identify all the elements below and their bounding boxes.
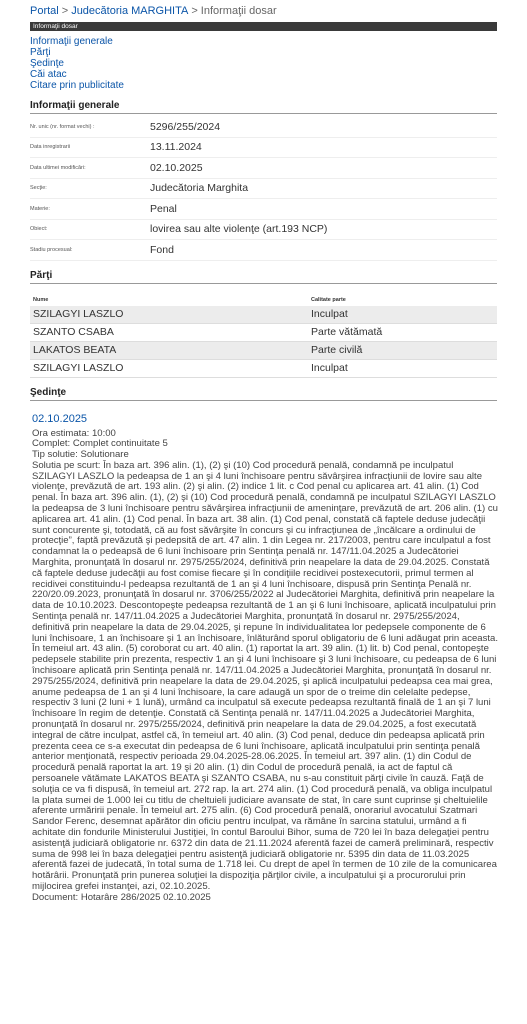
breadcrumb-court-link[interactable]: Judecătoria MARGHITA bbox=[71, 5, 189, 17]
hearing-panel: Complet: Complet continuitate 5 bbox=[32, 438, 168, 450]
breadcrumb-portal-link[interactable]: Portal bbox=[30, 5, 59, 17]
general-info-title: Informaţii generale bbox=[30, 100, 497, 114]
info-value: 13.11.2024 bbox=[150, 141, 202, 154]
party-role: Parte civilă bbox=[311, 344, 363, 356]
party-name: SZILAGYI LASZLO bbox=[33, 362, 124, 374]
quick-links bbox=[30, 36, 497, 91]
table-row bbox=[30, 342, 497, 360]
column-header-nume: Nume bbox=[33, 296, 49, 303]
info-label: Obiect: bbox=[30, 226, 48, 233]
quicklink-informatii-generale[interactable]: Informaţii generale bbox=[30, 36, 113, 47]
table-row bbox=[30, 360, 497, 378]
party-name: SZILAGYI LASZLO bbox=[33, 308, 124, 320]
sedinte-title: Şedinţe bbox=[30, 387, 497, 401]
table-row bbox=[30, 324, 497, 342]
hearing-date: 02.10.2025 bbox=[32, 412, 88, 425]
table-row bbox=[30, 306, 497, 324]
party-name: SZANTO CSABA bbox=[33, 326, 114, 338]
info-label: Secţie: bbox=[30, 185, 47, 192]
info-row bbox=[30, 240, 497, 261]
solution-type: Tip solutie: Solutionare bbox=[32, 449, 129, 461]
column-header-calitate: Calitate parte bbox=[311, 296, 346, 303]
info-row bbox=[30, 199, 497, 220]
info-row bbox=[30, 117, 497, 138]
section-header-bar: Informaţii dosar bbox=[30, 22, 497, 31]
breadcrumb-separator: > bbox=[191, 5, 198, 17]
info-row bbox=[30, 220, 497, 241]
quicklink-cai-atac[interactable]: Căi atac bbox=[30, 69, 67, 80]
hearing-details bbox=[32, 429, 498, 904]
solution-summary: Solutia pe scurt: În baza art. 396 alin. (1), (2) şi (10) Cod procedură penală, condamnă pe inculpatul SZILAGYI LASZLO la pedeapsa de 1 an şi 4 luni închisoare pentru săvârşirea infracţiunii de lovire sau alte violenţe, prevăzută de art. 193 alin. (2) şi alin. (2) indice 1 lit. c Cod penal cu aplicarea art. 41 alin. (1) Cod penal. În baza art. 396 alin. (1), (2) şi (10) Cod procedură penală, condamnă pe inculpatul SZILAGYI LASZLO la pedeapsa de 3 luni închisoare pentru săvârşirea infracţiunii de ameninţare, prevăzută de art. 206 alin. (1) cu aplicarea art. 41 alin. (1) Cod penal. În baza art. 38 alin. (1) Cod penal, constată că faptele deduse judecăţii sunt concurente şi, totodată, că au fost săvârşite în concurs şi cu infracţiunea de „încălcare a ordinului de protecţie”, faptă prevăzută şi pedepsită de art. 47 alin. 1 din Legea nr. 217/2003, pentru care inculpatul a fost condamnat la o pedeapsă de 6 luni închisoare prin Sentinţa penală nr. 147/11.04.2025 a Judecătoriei Marghita, pronunţată în dosarul nr. 2975/255/2024, definitivă prin neapelare la data de 29.04.2025. Constată că faptele deduse judecăţii au fost comise fiecare şi în condiţiile recidivei postexecutorii, primul termen al recidivei constituindu-l pedeapsa rezultantă de 1 an şi 4 luni închisoare, dispusă prin Sentinţa Penală nr. 220/20.09.2023, pronunţată în dosarul nr. 3706/255/2022 al Judecătoriei Marghita, definitivă prin neapelare la data de 10.10.2023. Descontopeşte pedeapsa rezultantă de 1 an şi 6 luni închisoare, aplicată inculpatului prin Sentinţa penală nr. 147/11.04.2025 a Judecătoriei Marghita, pronunţată în dosarul nr. 2975/255/2024, definitivă prin neapelare la data de 29.04.2025, şi repune în individualitatea lor pedepsele componente de 6 luni închisoare, 1 an închisoare şi 1 an închisoare, înlăturând sporul obligatoriu de 6 luni adăugat prin aceasta. În temeiul art. 43 alin. (5) coroborat cu art. 40 alin. (1) raportat la art. 39 alin. (1) lit. b) Cod penal, contopeşte pedepsele stabilite prin prezenta, respectiv 1 an şi 4 luni închisoare şi 3 luni închisoare, cu pedeapsa de 6 luni închisoare aplicată prin Sentinţa penală nr. 147/11.04.2025 a Judecătoriei Marghita, pronunţată în dosarul nr. 2975/255/2024, definitivă prin neapelare la data de 29.04.2025, şi aplică inculpatului pedeapsa cea mai grea, anume pedeapsa de 1 an şi 4 luni închisoare, la care adaugă un spor de o treime din celelalte pedepse, respectiv 3 luni (2 luni + 1 lună), urmând ca inculpatul să execute pedeapsa rezultantă finală de 1 an şi 7 luni închisoare în regim de detenţie. Constată că Sentinţa penală nr. 147/11.04.2025 a Judecătoriei Marghita, pronunţată în dosarul nr. 2975/255/2024, definitivă prin neapelare la data de 29.04.2025, a fost executată integral de către inculpat, astfel că, în temeiul art. 40 alin. (3) Cod penal, deduce din pedeapsa aplicată prin prezenta ceea ce s-a executat din pedeapsa de 6 luni închisoare, aplicată inculpatului prin sentinţa penală anterior menţionată, respectiv perioada 29.04.2025-28.06.2025. În temeiul art. 397 alin. (1) din Codul de procedură penală raportat la art. 19 şi 20 alin. (1) din Codul de procedură penală, ia act de faptul că persoanele vătămate LAKATOS BEATA şi SZANTO CSABA, nu s-au constituit părţi civile în cauză. Faţă de soluţia ce va fi dispusă, în temeiul art. 272 rap. la art. 274 alin. (1) Cod procedură penală, va obliga inculpatul la plata sumei de 1.000 lei cu titlu de cheltuieli judiciare avansate de stat, în care sunt cuprinse şi cheltuielile aferente urmăririi penale. În temeiul art. 275 alin. (6) Cod procedură penală, onorariul avocatului Szatmari Sandor Ferenc, desemnat apărător din oficiu pentru inculpat, va rămâne în sarcina statului, urmând a fi achitate din fondurile Ministerului Justiţiei, în contul Baroului Bihor, suma de 720 lei în baza delegaţiei pentru asistenţă judiciară obligatorie nr. 6372 din data de 21.11.2024 aferentă fazei de cameră preliminară, respectiv suma de 998 lei în baza delegaţiei pentru asistenţă judiciară obligatorie nr. 5395 din data de 11.03.2025 aferentă fazei de judecată, în total suma de 1.718 lei. Cu drept de apel în termen de 10 zile de la comunicarea hotărârii. Pronunţată prin punerea soluţiei la dispoziţia părţilor civile, a inculpatului şi a procurorului prin mijlocirea grefei instanţei, azi, 02.10.2025. bbox=[32, 459, 498, 892]
quicklink-sedinte[interactable]: Şedinţe bbox=[30, 58, 64, 69]
parti-table bbox=[30, 294, 497, 378]
info-value: 5296/255/2024 bbox=[150, 120, 221, 133]
info-label: Stadiu procesual: bbox=[30, 246, 73, 253]
info-value: lovirea sau alte violenţe (art.193 NCP) bbox=[150, 223, 328, 236]
info-label: Materie: bbox=[30, 205, 50, 212]
info-value: Judecătoria Marghita bbox=[150, 182, 249, 195]
breadcrumb bbox=[30, 0, 497, 22]
info-value: Penal bbox=[150, 202, 177, 215]
info-row bbox=[30, 158, 497, 179]
parti-title: Părţi bbox=[30, 270, 497, 284]
party-role: Inculpat bbox=[311, 308, 348, 320]
hearing-document: Document: Hotarâre 286/2025 02.10.2025 bbox=[32, 891, 211, 903]
quicklink-parti[interactable]: Părţi bbox=[30, 47, 51, 58]
parti-table-header bbox=[30, 294, 497, 306]
info-row bbox=[30, 138, 497, 159]
info-value: 02.10.2025 bbox=[150, 161, 203, 174]
quicklink-citare-publicitate[interactable]: Citare prin publicitate bbox=[30, 80, 124, 91]
breadcrumb-current: Informaţii dosar bbox=[200, 5, 277, 17]
party-role: Parte vătămată bbox=[311, 326, 383, 338]
general-info-table bbox=[30, 117, 497, 261]
party-role: Inculpat bbox=[311, 362, 348, 374]
info-value: Fond bbox=[150, 243, 174, 256]
info-row bbox=[30, 179, 497, 200]
info-label: Nr. unic (nr. format vechi) : bbox=[30, 123, 95, 130]
hearing-time: Ora estimata: 10:00 bbox=[32, 427, 116, 439]
breadcrumb-separator: > bbox=[61, 5, 69, 17]
info-label: Data inregistrarii bbox=[30, 144, 71, 151]
party-name: LAKATOS BEATA bbox=[33, 344, 117, 356]
info-label: Data ultimei modificări: bbox=[30, 164, 86, 171]
